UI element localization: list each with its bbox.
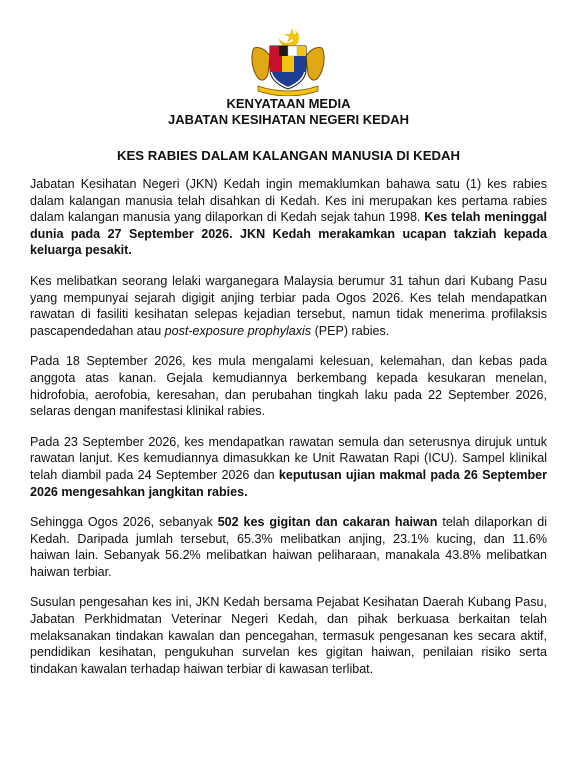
media-statement-heading: KENYATAAN MEDIA [226, 96, 351, 111]
paragraph-1 [30, 176, 547, 259]
paragraph-2-text-end: (PEP) rabies. [311, 323, 390, 338]
statement-body [30, 176, 547, 677]
paragraph-5-text: Sehingga Ogos 2026, sebanyak [30, 515, 218, 530]
paragraph-2-italic: post-exposure prophylaxis [164, 323, 312, 338]
paragraph-2-text: Kes melibatkan seorang lelaki warganegara Malaysia berumur 31 tahun dari Kubang Pasu yang mempunyai sejarah digigit anjing terbiar pada Ogos 2026. Kes telah mendapatkan rawatan di fasiliti kesihatan selepas kejadian tersebut, namun tidak menerima profilaksis pascapendedahan atau [30, 273, 547, 338]
paragraph-2 [30, 273, 547, 339]
paragraph-6 [30, 594, 547, 677]
paragraph-5-bold: 502 kes gigitan dan cakaran haiwan [217, 515, 438, 530]
paragraph-1-text: Jabatan Kesihatan Negeri (JKN) Kedah ingin memaklumkan bahawa satu (1) kes rabies dalam kalangan manusia telah disahkan di Kedah. Kes ini merupakan kes pertama rabies dalam kalangan manusia yang dilaporkan di Kedah sejak tahun 1998. [30, 177, 547, 225]
paragraph-5 [30, 514, 547, 580]
department-heading: JABATAN KESIHATAN NEGERI KEDAH [168, 112, 409, 127]
paragraph-4-bold: keputusan ujian makmal pada 26 September 2026 mengesahkan jangkitan rabies. [30, 467, 547, 499]
paragraph-4-text: Pada 23 September 2026, kes mendapatkan rawatan semula dan seterusnya dirujuk untuk rawatan lanjut. Kes kemudiannya dimasukkan ke Unit Rawatan Rapi (ICU). Sampel klinikal telah diambil pada 24 September 2026 dan [30, 434, 547, 482]
paragraph-1-bold: Kes telah meninggal dunia pada 27 September 2026. JKN Kedah merakamkan ucapan takziah kepada keluarga pesakit. [30, 210, 548, 258]
paragraph-3 [30, 353, 547, 419]
document-title: KES RABIES DALAM KALANGAN MANUSIA DI KEDAH [116, 148, 461, 163]
malaysia-coat-of-arms-icon [248, 26, 328, 96]
paragraph-5-text-end: telah dilaporkan di Kedah. Daripada jumlah tersebut, 65.3% melibatkan anjing, 23.1% kucing, dan 11.6% haiwan lain. Sebanyak 56.2% melibatkan haiwan peliharaan, manakala 43.8% melibatkan haiwan terbiar. [30, 515, 547, 579]
paragraph-4 [30, 434, 547, 500]
paragraph-3-text: Pada 18 September 2026, kes mula mengalami kelesuan, kelemahan, dan kebas pada anggota atas kanan. Gejala kemudiannya berkembang kepada kesukaran menelan, hidrofobia, aerofobia, keresahan, dan perubahan tingkah laku pada 22 September 2026, selaras dengan manifestasi klinikal rabies. [30, 354, 547, 419]
paragraph-6-text: Susulan pengesahan kes ini, JKN Kedah bersama Pejabat Kesihatan Daerah Kubang Pasu, Jabatan Perkhidmatan Veterinar Negeri Kedah, dan pihak berkuasa berkaitan telah melaksanakan tindakan kawalan dan pencegahan, termasuk pengesanan kes secara aktif, pendidikan kesihatan, pengukuhan survelan kes gigitan haiwan, penilaian risiko serta tindakan kawalan terhadap haiwan terbiar di kawasan terlibat. [30, 595, 547, 676]
